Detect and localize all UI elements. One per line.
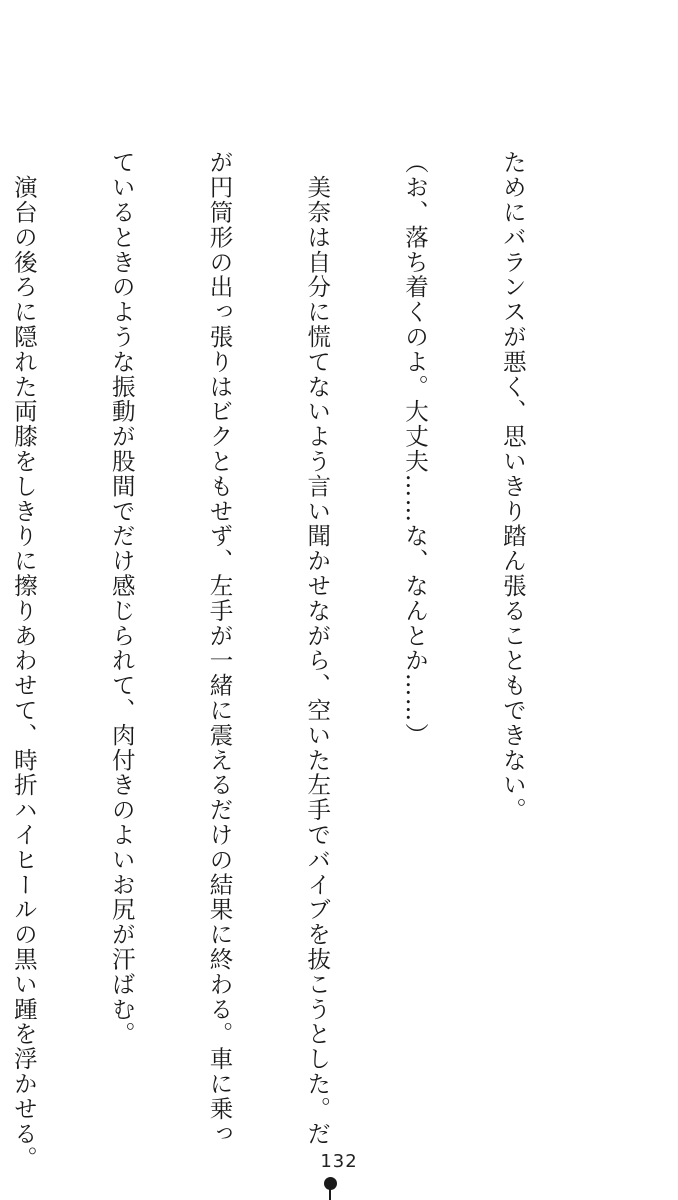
page-number: 132 (320, 1151, 358, 1172)
text-line: ためにバランスが悪く、思いきり踏ん張ることもできない。 (498, 150, 527, 823)
text-line: 演台の後ろに隠れた両膝をしきりに擦りあわせて、時折ハイヒールの黒い踵を浮かせる。 (9, 150, 38, 1171)
text-line: （お、落ち着くのよ。大丈夫……な、なんとか……） (401, 150, 430, 748)
text-line: 美奈は自分に慌てないよう言い聞かせながら、空いた左手でバイブを抜こうとした。だ (303, 150, 332, 1146)
page-marker-stem (329, 1188, 331, 1200)
text-line: が円筒形の出っ張りはビクともせず、左手が一緒に震えるだけの結果に終わる。車に乗っ (205, 150, 234, 1146)
text-line: ているときのような振動が股間でだけ感じられて、肉付きのよいお尻が汗ばむ。 (107, 150, 136, 1047)
